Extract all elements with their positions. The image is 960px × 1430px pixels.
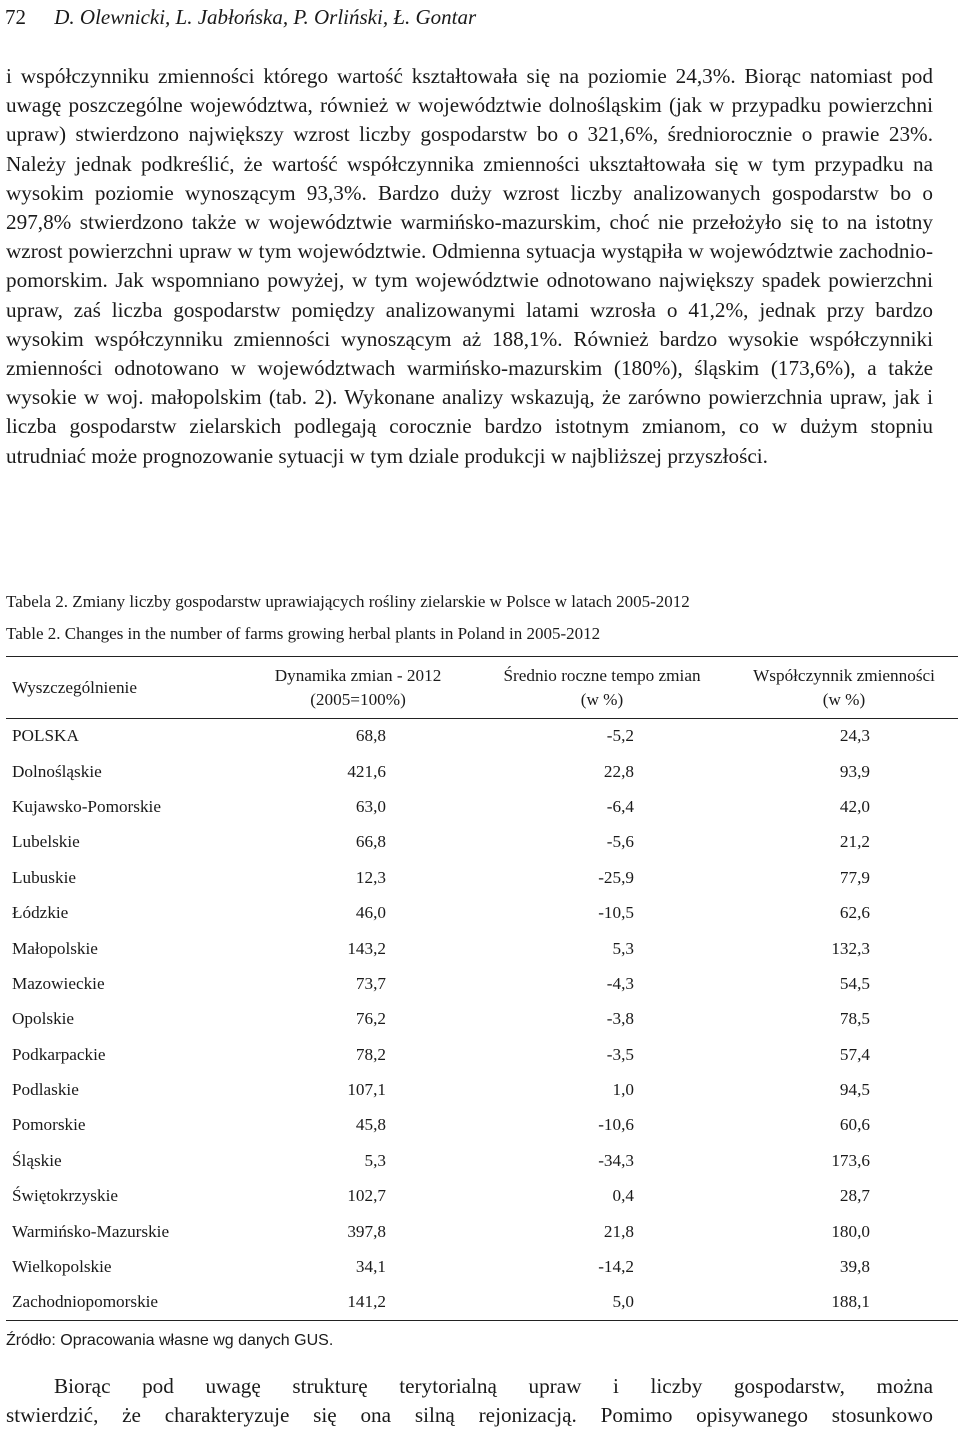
cell-dynamics: 63,0 [355, 796, 386, 816]
cell-coefficient-of-variation: 54,5 [839, 973, 870, 993]
cell-region: Pomorskie [12, 1115, 86, 1135]
cell-average-rate: -25,9 [598, 867, 634, 887]
cell-coefficient-of-variation: 60,6 [839, 1115, 870, 1135]
column-header-coefficient-of-variation: Współczynnik zmienności (w %) [730, 657, 958, 719]
cell-average-rate: -5,6 [606, 832, 634, 852]
table-row [6, 1037, 958, 1072]
cell-region: Dolnośląskie [12, 761, 102, 781]
cell-region: Łódzkie [12, 903, 69, 923]
body-paragraph-continued [6, 1372, 933, 1430]
cell-region: Lubelskie [12, 832, 80, 852]
table-row [6, 754, 958, 789]
cell-coefficient-of-variation: 21,2 [839, 832, 870, 852]
table-row [6, 1285, 958, 1320]
cell-region: Mazowieckie [12, 973, 105, 993]
cell-dynamics: 12,3 [355, 867, 386, 887]
cell-average-rate: -10,5 [598, 903, 634, 923]
cell-region: POLSKA [12, 726, 79, 746]
cell-region: Podlaskie [12, 1080, 79, 1100]
running-header-authors: D. Olewnicki, L. Jabłońska, P. Orliński, Ł. Gontar [54, 5, 477, 29]
cell-coefficient-of-variation: 180,0 [831, 1221, 870, 1241]
cell-average-rate: -10,6 [598, 1115, 634, 1135]
table-caption-english: Table 2. Changes in the number of farms growing herbal plants in Poland in 2005-2012 [6, 624, 601, 643]
cell-average-rate: 5,3 [612, 938, 634, 958]
column-header-region: Wyszczególnienie [6, 657, 242, 719]
cell-coefficient-of-variation: 39,8 [839, 1257, 870, 1277]
cell-dynamics: 45,8 [355, 1115, 386, 1135]
cell-dynamics: 73,7 [355, 973, 386, 993]
cell-dynamics: 68,8 [355, 726, 386, 746]
cell-average-rate: 5,0 [474, 1285, 730, 1320]
running-header [5, 2, 945, 36]
table-source-note: Źródło: Opracowania własne wg danych GUS. [6, 1332, 334, 1349]
table-row [6, 825, 958, 860]
cell-region: Podkarpackie [12, 1044, 106, 1064]
cell-coefficient-of-variation: 94,5 [839, 1080, 870, 1100]
cell-coefficient-of-variation: 42,0 [839, 796, 870, 816]
table-row [6, 1179, 958, 1214]
cell-region: Śląskie [12, 1150, 62, 1170]
cell-coefficient-of-variation: 188,1 [730, 1285, 958, 1320]
cell-average-rate: -34,3 [598, 1150, 634, 1170]
cell-coefficient-of-variation: 78,5 [839, 1009, 870, 1029]
cell-average-rate: -4,3 [606, 973, 634, 993]
table-row [6, 719, 958, 754]
table-row [6, 1214, 958, 1249]
table-header-row [6, 657, 958, 719]
cell-coefficient-of-variation: 77,9 [839, 867, 870, 887]
cell-region: Świętokrzyskie [12, 1186, 118, 1206]
body-paragraph: i współczynniku zmienności którego wartość kształtowała się na poziomie 24,3%. Biorąc natomiast pod uwagę poszczególne województwa, również w województwie dolnośląskim (jak w przypadku powierzchni upraw) stwierdzono największy wzrost liczby gospodarstw bo o 321,6%, średniorocznie o prawie 23%. Należy jednak podkreślić, że wartość współczynnika zmienności ukształtowała się w tym przypadku na wysokim poziomie wynoszącym 93,3%. Bardzo duży wzrost liczby analizowanych gospodarstw bo o 297,8% stwierdzono także w województwie warmińsko-mazurskim, choć nie przełożyło się to na istotny wzrost powierzchni upraw w tym województwie. Odmienna sytuacja wystąpiła w województwie zachodnio-pomorskim. Jak wspomniano powyżej, w tym województwie odnotowano największy spadek powierzchni upraw, zaś liczba gospodarstw pomiędzy analizowanymi latami wzrosła o 41,2%, jednak przy bardzo wysokim współczynniku zmienności wynoszącym aż 188,1%. Również bardzo wysokie współczynniki zmienności odnotowano w województwach warmińsko-mazurskim (180%), śląskim (173,6%), a także wysokie w woj. małopolskim (tab. 2). Wykonane analizy wskazują, że zarówno powierzchnia upraw, jak i liczba gospodarstw zielarskich podlegają corocznie bardzo istotnym zmianom, co w dużym stopniu utrudniać może prognozowanie sytuacji w tym dziale produkcji w najbliższej przyszłości. [6, 64, 933, 468]
cell-dynamics: 102,7 [347, 1186, 386, 1206]
cell-dynamics: 141,2 [242, 1285, 474, 1320]
page-number: 72 [5, 5, 26, 29]
cell-coefficient-of-variation: 62,6 [839, 903, 870, 923]
data-table [6, 656, 958, 1321]
table-caption-polish: Tabela 2. Zmiany liczby gospodarstw uprawiających rośliny zielarskie w Polsce w latach 2005-2012 [6, 592, 690, 611]
cell-average-rate: 0,4 [612, 1186, 634, 1206]
paragraph-line: Biorąc pod uwagę strukturę terytorialną upraw i liczby gospodarstw, można [54, 1374, 933, 1398]
table-row [6, 1249, 958, 1284]
table-row [6, 1143, 958, 1178]
table-row [6, 1002, 958, 1037]
cell-coefficient-of-variation: 132,3 [831, 938, 870, 958]
cell-coefficient-of-variation: 24,3 [839, 726, 870, 746]
cell-average-rate: -3,5 [606, 1044, 634, 1064]
cell-dynamics: 421,6 [347, 761, 386, 781]
cell-region: Warmińsko-Mazurskie [12, 1221, 170, 1241]
cell-dynamics: 107,1 [347, 1080, 386, 1100]
cell-average-rate: -5,2 [606, 726, 634, 746]
cell-average-rate: -3,8 [606, 1009, 634, 1029]
cell-coefficient-of-variation: 173,6 [831, 1150, 870, 1170]
table-row [6, 860, 958, 895]
cell-coefficient-of-variation: 93,9 [839, 761, 870, 781]
paragraph-line: stwierdzić, że charakteryzuje się ona silną rejonizacją. Pomimo opisywanego stosunkowo [6, 1403, 933, 1428]
cell-average-rate: -6,4 [606, 796, 634, 816]
table-row [6, 1108, 958, 1143]
cell-dynamics: 143,2 [347, 938, 386, 958]
cell-region: Zachodniopomorskie [6, 1285, 242, 1320]
cell-average-rate: 21,8 [603, 1221, 634, 1241]
cell-dynamics: 46,0 [355, 903, 386, 923]
cell-region: Opolskie [12, 1009, 75, 1029]
column-header-average-rate: Średnio roczne tempo zmian (w %) [474, 657, 730, 719]
cell-dynamics: 66,8 [355, 832, 386, 852]
cell-dynamics: 397,8 [347, 1221, 386, 1241]
cell-coefficient-of-variation: 57,4 [839, 1044, 870, 1064]
cell-dynamics: 5,3 [364, 1150, 386, 1170]
table-row [6, 966, 958, 1001]
cell-region: Małopolskie [12, 938, 98, 958]
cell-average-rate: 22,8 [603, 761, 634, 781]
cell-dynamics: 34,1 [355, 1257, 386, 1277]
cell-average-rate: -14,2 [598, 1257, 634, 1277]
table-row [6, 789, 958, 824]
cell-region: Kujawsko-Pomorskie [12, 796, 161, 816]
column-header-dynamics: Dynamika zmian - 2012 (2005=100%) [242, 657, 474, 719]
table-row [6, 895, 958, 930]
cell-dynamics: 78,2 [355, 1044, 386, 1064]
table-row [6, 1072, 958, 1107]
cell-average-rate: 1,0 [612, 1080, 634, 1100]
cell-dynamics: 76,2 [355, 1009, 386, 1029]
table-row [6, 931, 958, 966]
cell-coefficient-of-variation: 28,7 [839, 1186, 870, 1206]
cell-region: Wielkopolskie [12, 1257, 112, 1277]
cell-region: Lubuskie [12, 867, 76, 887]
